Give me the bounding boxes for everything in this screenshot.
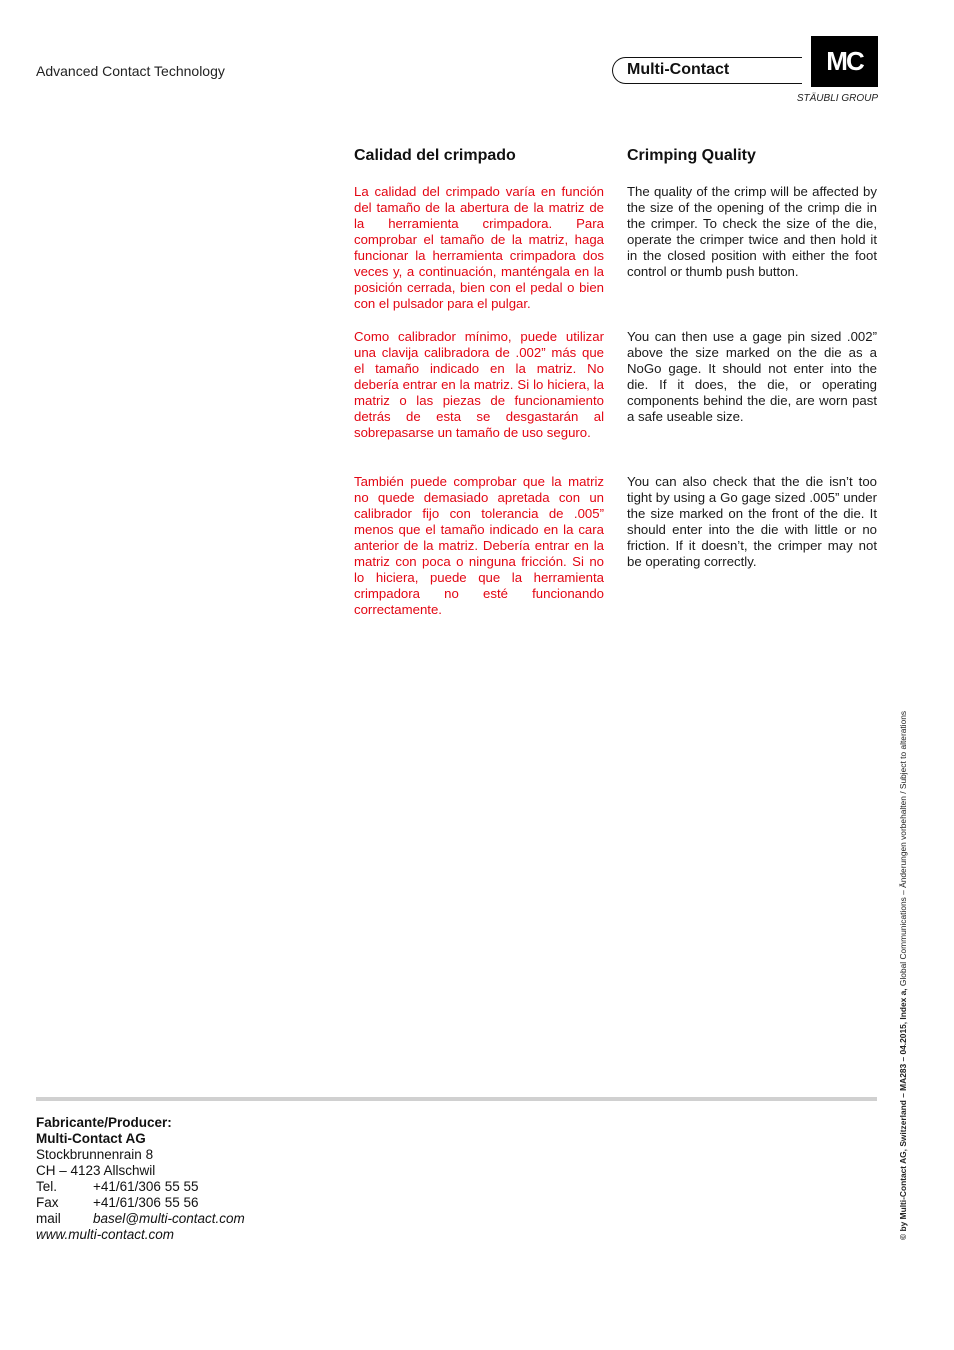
- mail-label: mail: [36, 1211, 61, 1226]
- logo-text: Multi-Contact: [627, 61, 730, 78]
- english-paragraph-3: You can also check that the die isn’t too tight by using a Go gage sized .005” under the size marked on the front of the die. It should enter into the die with little or no friction. If it doesn’t, the crimper may not be operating correctly.: [627, 474, 877, 569]
- producer-fax-row: [36, 1195, 245, 1211]
- spanish-column: [354, 147, 604, 618]
- producer-street: Stockbrunnenrain 8: [36, 1147, 154, 1162]
- spanish-paragraph-1: La calidad del crimpado varía en función del tamaño de la abertura de la matriz de la herramienta crimpadora. Para comprobar el tamaño de la matriz, haga funcionar la herramienta crimpadora dos veces y, a continuación, manténgala en la posición cerrada, bien con el pedal o bien con el pulsador para el pulgar.: [354, 184, 604, 311]
- copyright-note: [898, 711, 908, 1240]
- copyright-normal: Global Communications – Änderungen vorbehalten / Subject to alterations: [898, 710, 908, 989]
- english-heading: Crimping Quality: [627, 147, 756, 164]
- producer-label: Fabricante/Producer:: [36, 1115, 172, 1130]
- footer-divider: [36, 1097, 877, 1101]
- english-paragraph-2: You can then use a gage pin sized .002” above the size marked on the die as a NoGo gage. It should not enter into the die. If it does, the die, or operating components behind the die, are worn past a safe useable size.: [627, 329, 877, 424]
- mail-link[interactable]: basel@multi-contact.com: [93, 1211, 245, 1226]
- producer-tel-row: [36, 1179, 245, 1195]
- logo-subtitle: STÄUBLI GROUP: [796, 93, 878, 104]
- spanish-paragraph-3: También puede comprobar que la matriz no quede demasiado apretada con un calibrador fijo con tolerancia de .005” menos que el tamaño indicado en la cara anterior de la matriz. Debería entrar en la matriz con poca o ninguna fricción. Si no lo hiciera, puede que la herramienta crimpadora no esté funcionando correctamente.: [354, 474, 604, 617]
- tagline: Advanced Contact Technology: [36, 63, 225, 79]
- english-paragraph-1: The quality of the crimp will be affected by the size of the opening of the crimp die in the crimper. To check the size of the die, operate the crimper twice and then hold it in the closed position with either the foot control or thumb push button.: [627, 184, 877, 279]
- copyright-bold: © by Multi-Contact AG, Switzerland – MA283 – 04.2015, Index a,: [898, 988, 908, 1240]
- fax-label: Fax: [36, 1195, 59, 1210]
- spanish-heading: Calidad del crimpado: [354, 147, 516, 164]
- english-column: [627, 147, 877, 570]
- company-logo-wordmark: [612, 57, 802, 84]
- fax-value: +41/61/306 55 56: [93, 1195, 199, 1210]
- tel-value: +41/61/306 55 55: [93, 1179, 199, 1194]
- producer-company: Multi-Contact AG: [36, 1131, 146, 1146]
- producer-mail-row: [36, 1211, 245, 1227]
- producer-block: [36, 1115, 245, 1243]
- mc-logo-mark: MC: [811, 36, 878, 87]
- tel-label: Tel.: [36, 1179, 58, 1194]
- website-link[interactable]: www.multi-contact.com: [36, 1227, 175, 1242]
- spanish-paragraph-2: Como calibrador mínimo, puede utilizar una clavija calibradora de .002” más que el tamaño indicado en la matriz. No debería entrar en la matriz. Si lo hiciera, la matriz o las piezas de funcionamiento detrás de esta se desgastarán al sobrepasarse un tamaño de uso seguro.: [354, 329, 604, 440]
- producer-city: CH – 4123 Allschwil: [36, 1163, 156, 1178]
